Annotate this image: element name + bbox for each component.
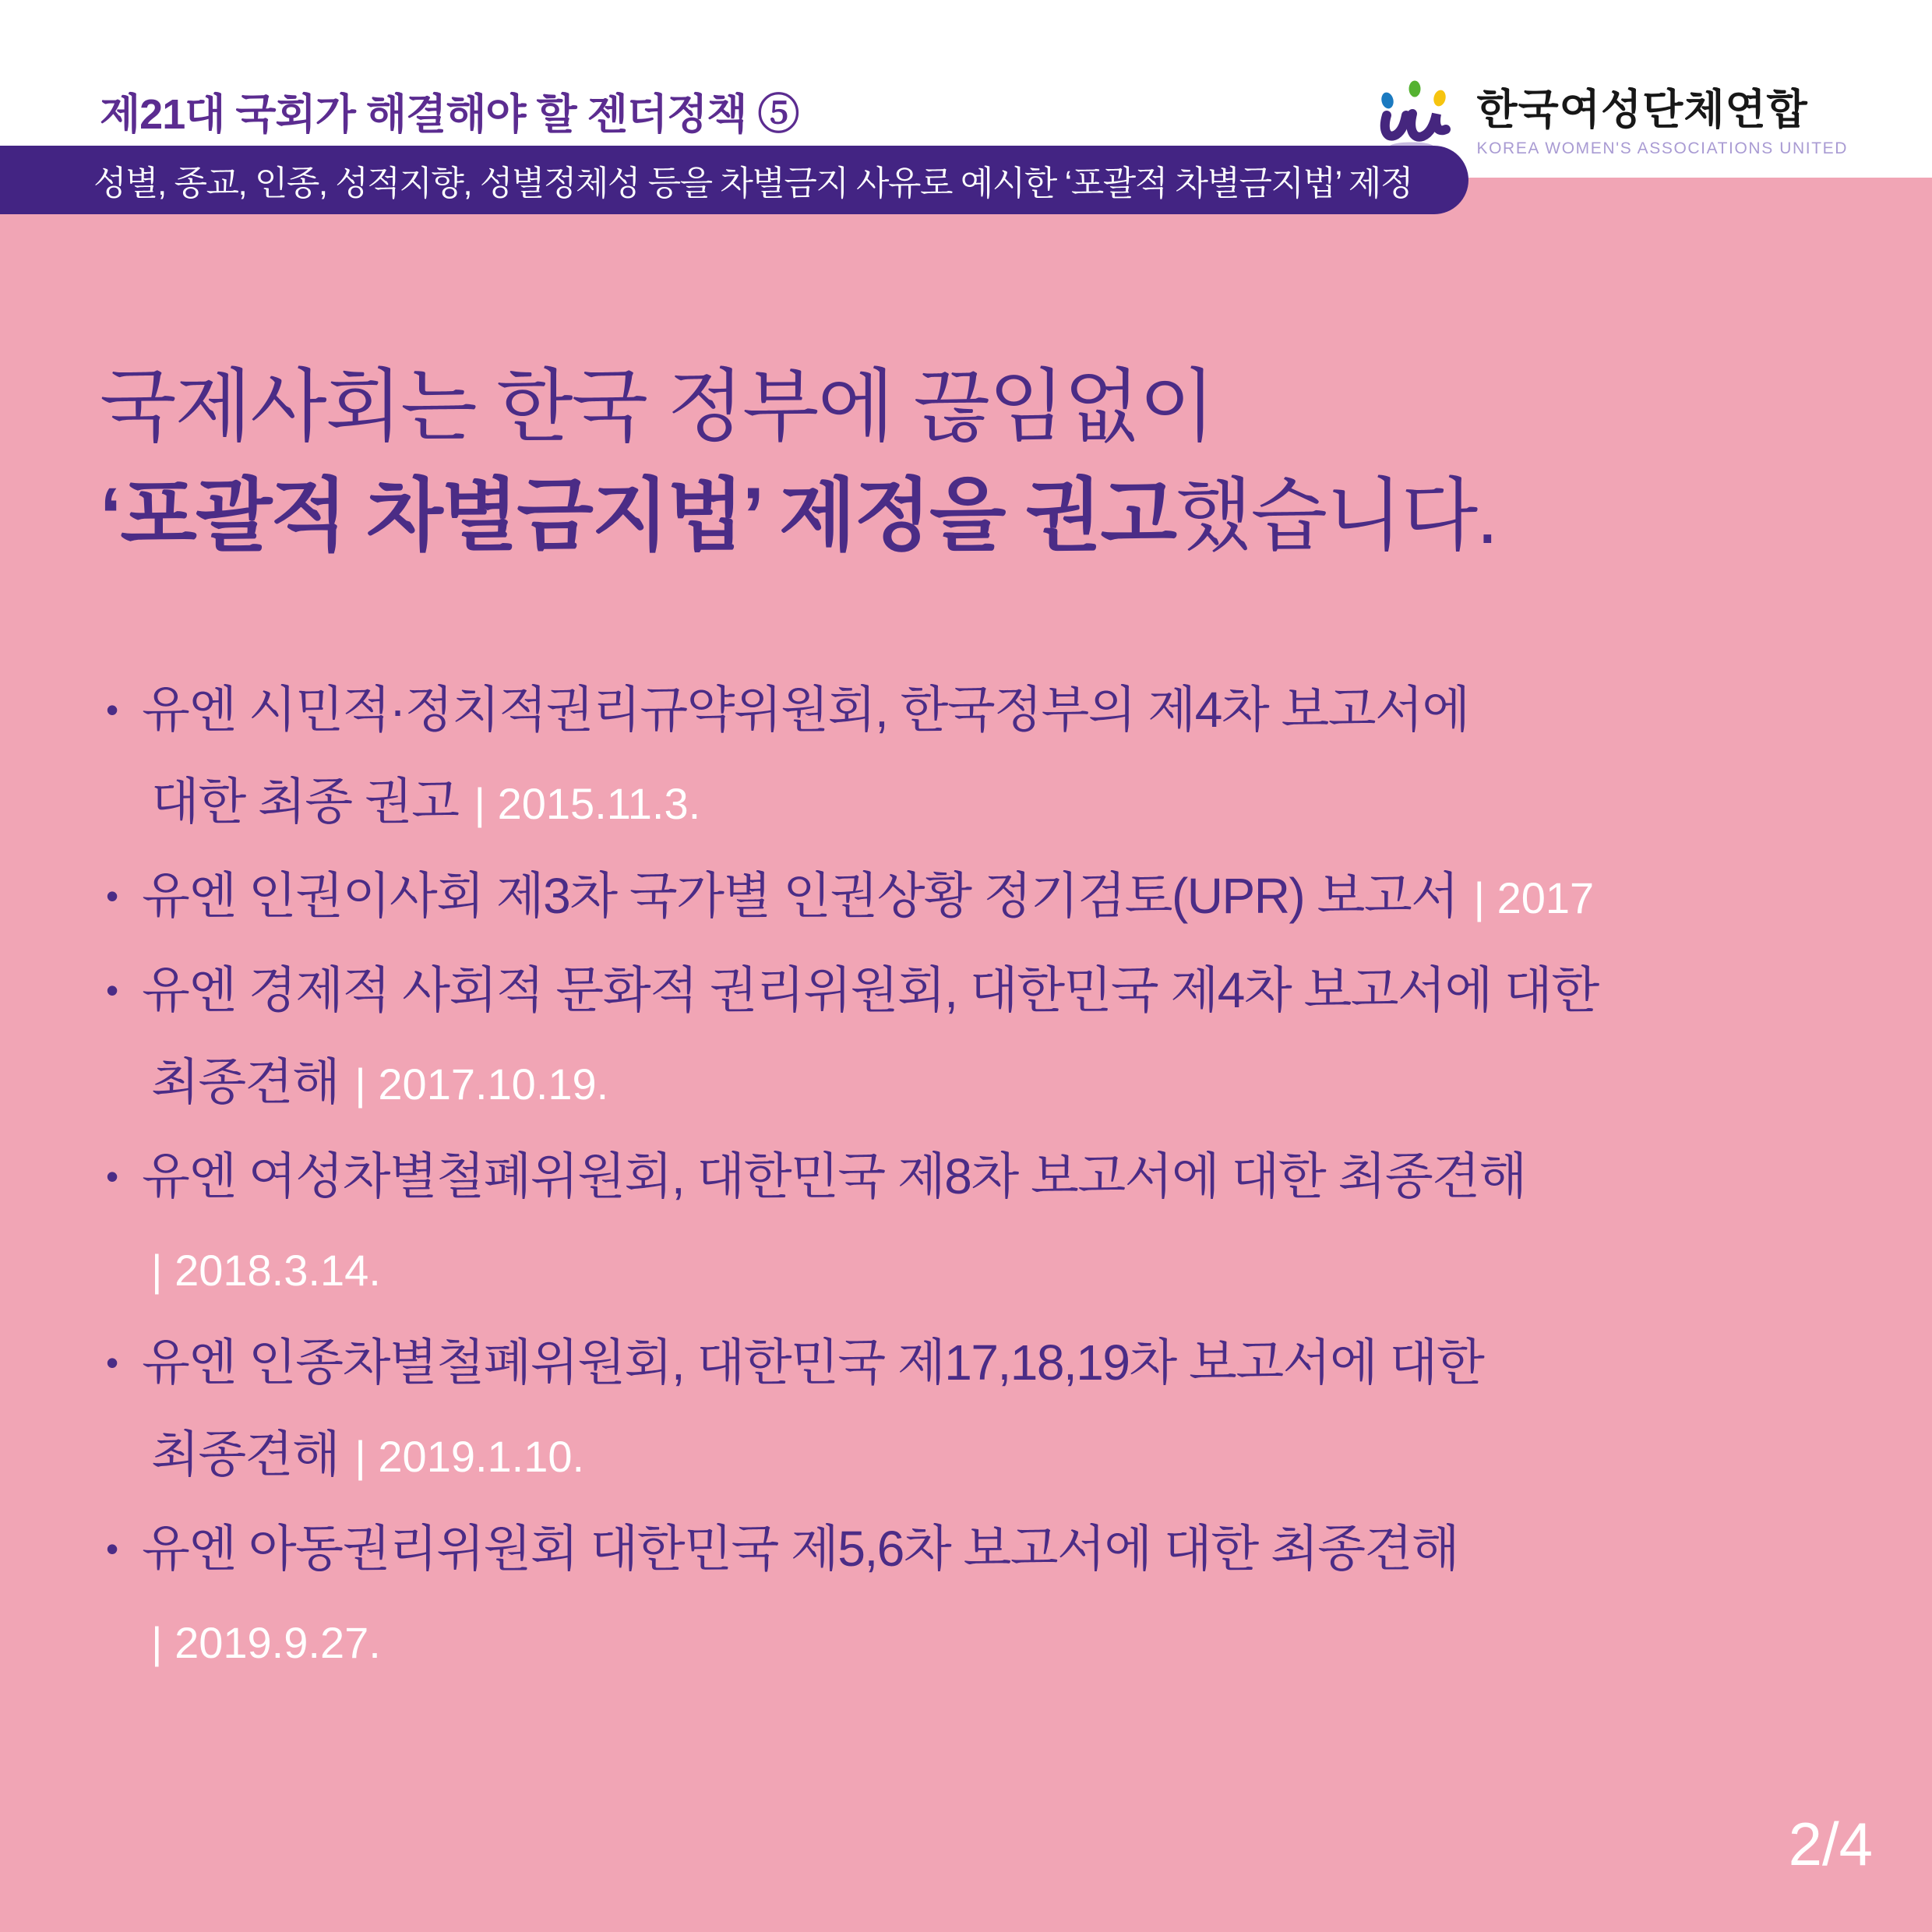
bullet-line-continuation [106, 1222, 1890, 1317]
list-item [106, 850, 1890, 944]
bullet-text: 유엔 시민적·정치적권리규약위원회, 한국정부의 제4차 보고서에 [142, 682, 1469, 738]
bullet-text: 최종견해 [151, 1426, 340, 1482]
bullet-text: 유엔 인권이사회 제3차 국가별 인권상황 정기검토(UPR) 보고서 [142, 868, 1458, 924]
recommendation-list [106, 664, 1890, 1689]
bullet-line [106, 664, 1890, 756]
main-title-line2-rest: 했습니다. [1175, 471, 1497, 560]
bullet-line [106, 850, 1890, 944]
bullet-line [106, 944, 1890, 1036]
bullet-dot-icon: • [106, 1156, 118, 1197]
main-title-line2 [100, 461, 1497, 570]
list-item [106, 1317, 1890, 1503]
bullet-dot-icon: • [106, 876, 118, 916]
kwau-people-logo-icon [1377, 76, 1458, 154]
list-item [106, 1503, 1890, 1689]
main-title-line2-emphasis: ‘포괄적 차별금지법’ 제정을 권고 [100, 471, 1176, 560]
list-item [106, 664, 1890, 850]
logo-name-korean: 한국여성단체연합 [1476, 86, 1808, 133]
bullet-date: | 2019.1.10. [354, 1432, 585, 1481]
list-item [106, 1130, 1890, 1317]
category-banner [0, 146, 1468, 214]
bullet-date: | 2017 [1473, 873, 1595, 922]
category-banner-text: 성별, 종교, 인종, 성적지향, 성별정체성 등을 차별금지 사유로 예시한 ‘포괄적 차별금지법’ 제정 [93, 164, 1412, 203]
series-title: 제21대 국회가 해결해야 할 젠더정책 ⑤ [100, 91, 799, 138]
bullet-line [106, 1503, 1890, 1595]
page-indicator: 2/4 [1788, 1810, 1873, 1878]
logo-text-block [1477, 76, 1848, 158]
bullet-date: | 2017.10.19. [354, 1059, 609, 1109]
main-title-line1: 국제사회는 한국 정부에 끊임없이 [100, 362, 1215, 451]
bullet-text: 유엔 여성차별철폐위원회, 대한민국 제8차 보고서에 대한 최종견해 [142, 1148, 1526, 1204]
kwau-logo [1377, 76, 1848, 158]
bullet-dot-icon: • [106, 970, 118, 1010]
bullet-line [106, 1130, 1890, 1222]
bullet-dot-icon: • [106, 1528, 118, 1569]
bullet-text: 최종견해 [151, 1054, 340, 1110]
bullet-line-continuation [106, 756, 1890, 850]
bullet-line-continuation [106, 1595, 1890, 1689]
bullet-text: 대한 최종 권고 [151, 774, 459, 830]
bullet-line-continuation [106, 1408, 1890, 1503]
bullet-text: 유엔 인종차별철폐위원회, 대한민국 제17,18,19차 보고서에 대한 [142, 1334, 1484, 1391]
main-title [100, 352, 1497, 570]
bullet-line-continuation [106, 1036, 1890, 1130]
bullet-text: 유엔 아동권리위원회 대한민국 제5,6차 보고서에 대한 최종견해 [142, 1521, 1459, 1577]
bullet-line [106, 1317, 1890, 1408]
bullet-date: | 2015.11.3. [474, 779, 701, 828]
logo-name-english: KOREA WOMEN'S ASSOCIATIONS UNITED [1476, 139, 1848, 158]
bullet-text: 유엔 경제적 사회적 문화적 권리위원회, 대한민국 제4차 보고서에 대한 [142, 962, 1599, 1018]
list-item [106, 944, 1890, 1130]
bullet-dot-icon: • [106, 689, 118, 730]
bullet-date: | 2019.9.27. [151, 1618, 381, 1667]
bullet-date: | 2018.3.14. [151, 1246, 381, 1295]
bullet-dot-icon: • [106, 1342, 118, 1383]
